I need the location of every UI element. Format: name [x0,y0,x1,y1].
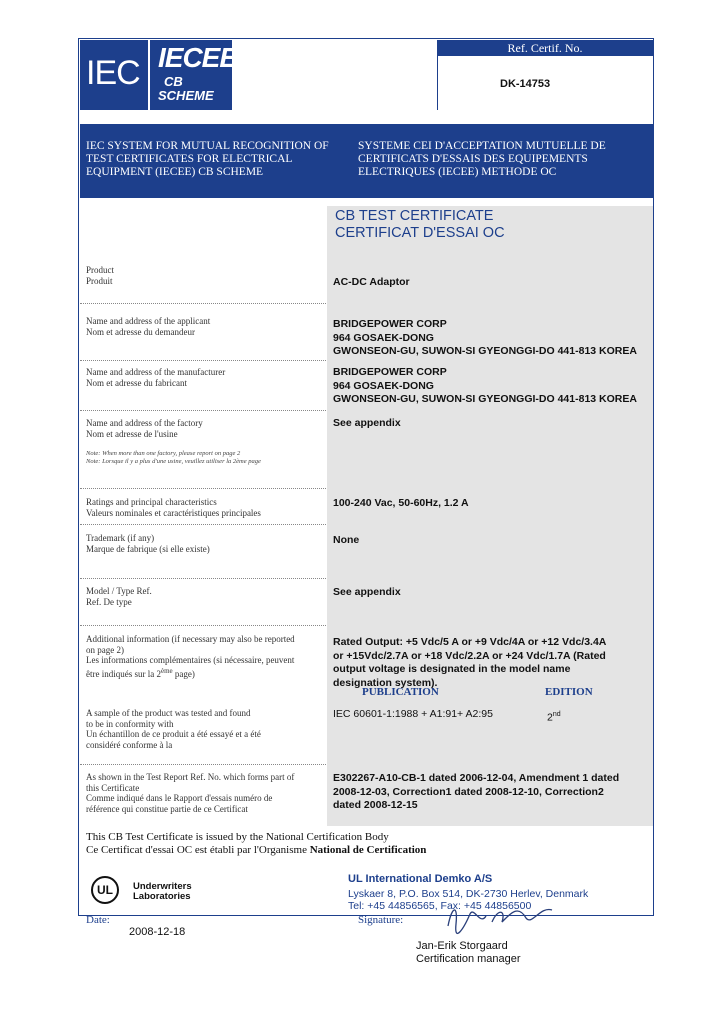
model-label: Model / Type Ref. Ref. De type [86,586,152,607]
model-value: See appendix [333,586,401,598]
divider [80,360,326,361]
ul-name: Underwriters Laboratories [133,881,192,902]
report-label: As shown in the Test Report Ref. No. which forms part of this Certificate Comme indiqué dans le Rapport d'essais numéro de référence qui constitue partie de ce Certificat [86,772,295,814]
divider [80,524,326,525]
product-label: Product Produit [86,265,114,286]
ref-label: Ref. Certif. No. [437,40,653,56]
divider [80,488,326,489]
manufacturer-label: Name and address of the manufacturer Nom et adresse du fabricant [86,367,226,388]
certificate-title: CB TEST CERTIFICATE CERTIFICAT D'ESSAI OC [335,208,505,241]
report-value: E302267-A10-CB-1 dated 2006-12-04, Amendment 1 dated 2008-12-03, Correction1 dated 2008-12-10, Correction2 dated 2008-12-15 [333,772,620,811]
certification-body-address: Lyskaer 8, P.O. Box 514, DK-2730 Herlev, Denmark Tel: +45 44856565, Fax: +45 44856500 [348,888,589,912]
system-title-fr: SYSTEME CEI D'ACCEPTATION MUTUELLE DE CERTIFICATS D'ESSAIS DES EQUIPEMENTS ELECTRIQUES (IECEE) METHODE OC [358,140,606,178]
additional-label: Additional information (if necessary may also be reported on page 2) Les informations complémentaires (si nécessaire, peuvent être indiqués sur la 2ème page) [86,634,295,679]
publication-value: IEC 60601-1:1988 + A1:91+ A2:95 [333,708,493,720]
conformity-label: A sample of the product was tested and found to be in conformity with Un échantillon de ce produit a été essayé et a été considéré conforme à la [86,708,261,750]
iec-logo: IEC [80,40,148,110]
factory-note: Note: When more than one factory, please report on page 2 Note: Lorsque il y a plus d'une usine, veuillez utiliser la 2ème page [86,450,261,465]
applicant-value: BRIDGEPOWER CORP 964 GOSAEK-DONG GWONSEON-GU, SUWON-SI GYEONGGI-DO 441-813 KOREA [333,318,637,357]
product-value: AC-DC Adaptor [333,276,410,288]
divider [80,410,326,411]
ratings-label: Ratings and principal characteristics Valeurs nominales et caractéristiques principales [86,497,261,518]
date-value: 2008-12-18 [129,926,186,938]
divider [80,764,326,765]
signature-label: Signature: [358,914,404,926]
certification-body-name: UL International Demko A/S [348,873,493,885]
trademark-value: None [333,534,360,546]
divider [80,625,326,626]
edition-value: 2nd [547,711,561,724]
divider [80,578,326,579]
applicant-label: Name and address of the applicant Nom et adresse du demandeur [86,316,211,337]
factory-value: See appendix [333,417,401,429]
values-panel [327,206,653,826]
signature-image [440,896,560,936]
divider [80,303,326,304]
ref-number: DK-14753 [500,78,551,90]
manufacturer-value: BRIDGEPOWER CORP 964 GOSAEK-DONG GWONSEON-GU, SUWON-SI GYEONGGI-DO 441-813 KOREA [333,366,637,405]
ratings-value: 100-240 Vac, 50-60Hz, 1.2 A [333,497,469,509]
iecee-cb-scheme-logo: IECEE CB SCHEME [150,40,232,110]
trademark-label: Trademark (if any) Marque de fabrique (si elle existe) [86,533,210,554]
edition-heading: EDITION [545,686,593,698]
signer: Jan-Erik Storgaard Certification manager [416,940,521,965]
issued-statement: This CB Test Certificate is issued by the National Certification Body Ce Certificat d'essai OC est établi par l'Organisme National de Certification [86,831,427,856]
system-banner [80,124,653,198]
additional-value: Rated Output: +5 Vdc/5 A or +9 Vdc/4A or +12 Vdc/3.4A or +15Vdc/2.7A or +18 Vdc/2.2A or +24 Vdc/1.7A (Rated output voltage is designated in the model name designation system). [333,636,606,689]
system-title-en: IEC SYSTEM FOR MUTUAL RECOGNITION OF TEST CERTIFICATES FOR ELECTRICAL EQUIPMENT (IECEE) CB SCHEME [86,140,329,178]
factory-label: Name and address of the factory Nom et adresse de l'usine [86,418,203,439]
publication-heading: PUBLICATION [362,686,439,698]
date-label: Date: [86,914,110,926]
ul-logo: UL [91,876,119,904]
